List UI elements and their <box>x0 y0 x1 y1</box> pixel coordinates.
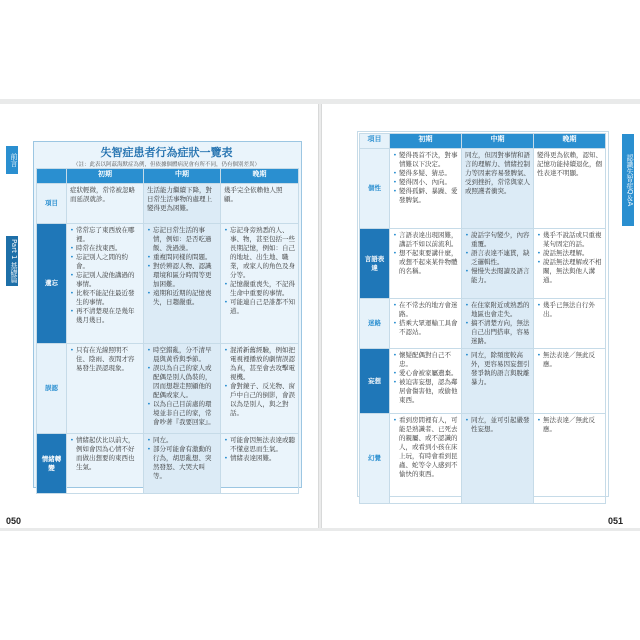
book-gutter <box>318 104 322 528</box>
side-tab-qa-label: 認識失智症Q＆A <box>626 153 634 207</box>
page-title: 失智症患者行為症狀一覽表 <box>100 146 233 159</box>
right-cell-item: • 說話無法理解或不相關，無法與他人溝通。 <box>537 258 602 285</box>
left-cell-item: • 忘記日常生活的事情，例如：是否吃過飯、洗過澡。 <box>147 226 217 253</box>
left-header-blank <box>37 169 67 184</box>
right-cell-text: 變得更為依賴，認知、記憶功能持續退化，個性表達不明顯。 <box>537 151 602 177</box>
right-cell-item: • 在住家附近或熟悉的地區也會走失。 <box>465 301 530 319</box>
right-cell <box>390 149 462 229</box>
left-cell-item: • 情緒表達困難。 <box>224 454 295 463</box>
left-cell-item: • 記憶嚴重喪失，不記得生命中重要的事情。 <box>224 280 295 298</box>
left-cell-item: • 遠期和近期的記憶喪失，日趨嚴重。 <box>147 289 217 307</box>
left-row-label: 誤認 <box>37 344 67 434</box>
left-symptom-table <box>36 168 299 494</box>
left-cell-item: • 時空錯亂，分不清早晨與黃昏與季節。 <box>147 346 217 364</box>
left-cell-item: • 忘記別人說他講過的事情。 <box>70 271 140 289</box>
left-cell-list <box>224 226 295 316</box>
right-cell-item: • 語言表達不連貫，缺乏邏輯性。 <box>465 249 530 267</box>
right-cell <box>390 414 462 504</box>
right-row-label: 迷路 <box>360 299 390 349</box>
right-cell-item: • 同左，並可引起嚴發性妄想。 <box>465 416 530 434</box>
left-cell-item: • 可能會因無法表達或聽不懂意思而生氣。 <box>224 436 295 454</box>
right-cell <box>534 414 606 504</box>
right-cell-item: • 搭乘大眾運輸工具會不認站。 <box>393 319 458 337</box>
left-cell-item: • 常常忘了東西放在哪裡。 <box>70 226 140 244</box>
left-cell <box>144 344 221 434</box>
right-cell-item: • 變得多疑、猜忌。 <box>393 169 458 178</box>
right-cell-item: • 說話字句變少，內容重覆。 <box>465 231 530 249</box>
left-cell-item: • 再不清楚現在是幾年幾月幾日。 <box>70 307 140 325</box>
right-cell <box>534 149 606 229</box>
right-cell-list <box>393 351 458 405</box>
side-tab-preface <box>6 146 18 174</box>
left-cell <box>221 184 299 224</box>
left-cell <box>221 224 299 344</box>
table-note: （註：此表以阿茲海默症為例，但依據個體病況會有所不同，仍有個別差異） <box>72 162 260 168</box>
right-cell-item: • 懷疑配偶對自己不忠。 <box>393 351 458 369</box>
right-header-item: 項目 <box>360 134 390 149</box>
right-row <box>360 349 606 414</box>
right-cell-list <box>537 416 602 434</box>
left-cell <box>67 184 144 224</box>
left-row <box>37 224 299 344</box>
right-cell-item: • 看到房間裡有人，可能是熟識者、已死去的親屬、或不認識的人，或看到小孩在床上玩，有時會看到昆蟲、蛇等令人感到不愉快的東西。 <box>393 416 458 479</box>
right-cell-list <box>465 351 530 387</box>
left-cell <box>221 344 299 434</box>
right-cell-item: • 愛心會被家屬遺棄。 <box>393 369 458 378</box>
left-cell-item: • 可能連自己是誰都不知道。 <box>224 298 295 316</box>
left-cell-item: • 以為自己目前處的環境並非自己的家，常會吵著『我要回家』。 <box>147 400 217 427</box>
side-tab-part1-label: Part 1 基礎篇 <box>10 239 18 283</box>
right-row <box>360 414 606 504</box>
right-cell-list <box>393 416 458 479</box>
right-cell-item: • 同左，除頻度較高外，更容易因妄想引發爭執的語言與脫離暴力。 <box>465 351 530 387</box>
left-cell-list <box>147 346 217 427</box>
left-cell <box>144 184 221 224</box>
left-cell-text: 幾乎完全依賴他人照顧。 <box>224 186 283 203</box>
right-cell <box>534 229 606 299</box>
left-cell-list <box>224 436 295 463</box>
right-row-label: 言語表達 <box>360 229 390 299</box>
left-cell-item: • 忘記別人之間的約會。 <box>70 253 140 271</box>
right-cell-item: • 搞不清楚方向，無法自己出門搭車，容易迷路。 <box>465 319 530 346</box>
right-cell <box>462 299 534 349</box>
left-cell-item: • 同左。 <box>147 436 217 445</box>
right-row-label: 個性 <box>360 149 390 229</box>
left-cell-item: • 對於辨認人物、認識環境和區分時間等更加困難。 <box>147 262 217 289</box>
right-cell <box>462 349 534 414</box>
right-cell-list <box>393 151 458 205</box>
right-cell-item: • 變得固小、內向。 <box>393 178 458 187</box>
right-cell <box>390 299 462 349</box>
right-row <box>360 299 606 349</box>
page-number-right: 051 <box>608 516 624 526</box>
side-tab-preface-label: 前言 <box>10 153 18 167</box>
right-cell-item: • 言語表達出現困難，講話不如以前流利。 <box>393 231 458 249</box>
left-cell-item: • 比較不能記住最近發生的事情。 <box>70 289 140 307</box>
right-cell-item: • 幾乎已無法自行外出。 <box>537 301 602 319</box>
right-cell <box>462 414 534 504</box>
left-cell-list <box>224 346 295 418</box>
left-header-late: 晚期 <box>221 169 299 184</box>
left-row <box>37 184 299 224</box>
right-cell-item: • 無法表達／無此反應。 <box>537 351 602 369</box>
left-table-header-row <box>37 169 299 184</box>
left-row-label: 情緒轉變 <box>37 434 67 494</box>
side-tab-qa <box>622 134 634 226</box>
side-tab-part1 <box>6 236 18 286</box>
right-cell <box>462 149 534 229</box>
right-cell-item: • 變得畏首不決，對事情難以下決定。 <box>393 151 458 169</box>
left-cell-list <box>70 346 140 373</box>
page-number-left: 050 <box>6 516 22 526</box>
left-cell-item: • 混淆新舊經驗，例如把電視裡播放的劇情誤認為真，甚至會去攻擊電視機。 <box>224 346 295 382</box>
left-cell <box>144 434 221 494</box>
right-cell-list <box>537 301 602 319</box>
left-cell-list <box>147 436 217 481</box>
right-cell-item: • 慢慢失去閱讀及語言能力。 <box>465 267 530 285</box>
left-cell-list <box>70 436 140 472</box>
right-cell-item: • 想不起東要講什麼，或想不起來某件物體的名稱。 <box>393 249 458 276</box>
right-cell-list <box>393 301 458 337</box>
right-symptom-table <box>359 133 606 504</box>
left-cell-item: • 重複問同樣的問題。 <box>147 253 217 262</box>
right-cell-list <box>465 301 530 346</box>
left-cell-item: • 時常在找東西。 <box>70 244 140 253</box>
right-header-middle: 中期 <box>462 134 534 149</box>
right-header-late: 晚期 <box>534 134 606 149</box>
left-row-label: 項目 <box>37 184 67 224</box>
right-row <box>360 149 606 229</box>
left-row <box>37 434 299 494</box>
left-header-early: 初期 <box>67 169 144 184</box>
right-cell <box>462 229 534 299</box>
right-cell <box>390 349 462 414</box>
right-cell-item: • 被迫害妄想，認為鄰居會傷害他，或偷他東西。 <box>393 378 458 405</box>
right-cell-list <box>537 351 602 369</box>
left-row <box>37 344 299 434</box>
left-cell-item: • 部分可能會有激動的行為，胡思亂想、突然發怒、大哭大叫等。 <box>147 445 217 481</box>
right-cell-item: • 在不常去的地方會迷路。 <box>393 301 458 319</box>
right-cell-item: • 變得孤僻、暴躁、愛發脾氣。 <box>393 187 458 205</box>
right-cell-list <box>393 231 458 276</box>
right-cell-item: • 說話無法理解。 <box>537 249 602 258</box>
left-cell <box>221 434 299 494</box>
right-row <box>360 229 606 299</box>
left-cell-item: • 只有在光線照明不住、陰雨、夜間才容易發生誤認現象。 <box>70 346 140 373</box>
right-cell <box>534 349 606 414</box>
left-cell-list <box>70 226 140 325</box>
right-table-header-row <box>360 134 606 149</box>
left-cell <box>67 434 144 494</box>
left-cell <box>67 224 144 344</box>
left-cell-text: 生活能力繼續下降，對日常生活事物的處理上變得更為困難。 <box>147 186 212 212</box>
left-cell-item: • 情緒起伏比以前大，例如會因為心情不好而做出想要的東西也生氣。 <box>70 436 140 472</box>
left-cell-item: • 誤以為自己的家人或配偶是別人偽裝的，因而想趕走照顧他的配偶或家人。 <box>147 364 217 400</box>
left-cell-item: • 忘記身旁熟悉的人、事、物，甚至包括一些長期記憶，例如：自己的地址、出生地、職業，或家人的角色及身分等。 <box>224 226 295 280</box>
right-cell <box>390 229 462 299</box>
right-header-early: 初期 <box>390 134 462 149</box>
right-row-label: 幻覺 <box>360 414 390 504</box>
right-row-label: 妄想 <box>360 349 390 414</box>
left-cell-item: • 會對鏡子、反光物、窗戶中自己的倒影，會誤以為是別人，與之對話。 <box>224 382 295 418</box>
left-row-label: 遺忘 <box>37 224 67 344</box>
right-cell-list <box>465 231 530 285</box>
right-cell-item: • 無法表達／無此反應。 <box>537 416 602 434</box>
right-cell-list <box>465 416 530 434</box>
right-cell-item: • 幾乎不說話或只重複某句固定的話。 <box>537 231 602 249</box>
right-cell <box>534 299 606 349</box>
right-cell-list <box>537 231 602 285</box>
left-cell-list <box>147 226 217 307</box>
right-cell-text: 同左，但因對事情和語言的理解力、情緒控制力等因素容易發脾氣、受到挫折，常常與家人或照護者衝突。 <box>465 151 530 195</box>
left-header-middle: 中期 <box>144 169 221 184</box>
left-cell <box>67 344 144 434</box>
left-cell-text: 症狀輕微，常常被忽略而延誤就診。 <box>70 186 135 203</box>
left-cell <box>144 224 221 344</box>
